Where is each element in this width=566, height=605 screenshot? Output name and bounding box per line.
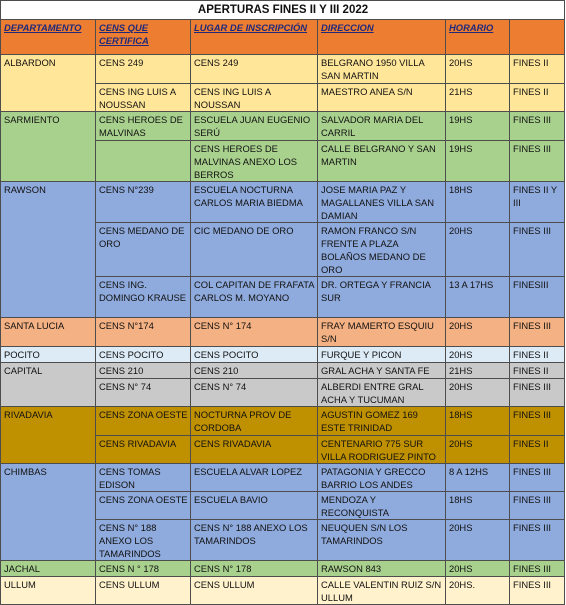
cens-cell: CENS ING LUIS A NOUSSAN [96,84,191,112]
department-cell: JACHAL [1,561,96,577]
fines-cell: FINES II Y III [510,182,565,223]
direccion-cell: MENDOZA Y RECONQUISTA [318,492,446,520]
cens-cell: CENS POCITO [96,347,191,363]
fines-cell: FINESIII [510,277,565,318]
department-cell: SANTA LUCIA [1,318,96,347]
lugar-cell: CENS 249 [191,55,318,84]
lugar-cell: ESCUELA ALVAR LOPEZ [191,464,318,492]
cens-cell: CENS N° 74 [96,379,191,407]
lugar-cell: CENS HEROES DE MALVINAS ANEXO LOS BERROS [191,141,318,182]
fines-cell: FINES II [510,55,565,84]
lugar-cell: CENS 210 [191,363,318,379]
cens-cell: CENS HEROES DE MALVINAS [96,112,191,141]
header-cens: CENS QUE CERTIFICA [96,20,191,55]
table-row [1,55,565,84]
header-direccion: DIRECCION [318,20,446,55]
cens-cell: CENS TOMAS EDISON [96,464,191,492]
horario-cell: 8 A 12HS [446,464,510,492]
horario-cell: 20HS [446,223,510,277]
header-horario: HORARIO [446,20,510,55]
direccion-cell: FURQUE Y PICON [318,347,446,363]
direccion-cell: GRAL ACHA Y SANTA FE [318,363,446,379]
direccion-cell: PATAGONIA Y GRECCO BARRIO LOS ANDES [318,464,446,492]
fines-cell: FINES III [510,561,565,577]
department-cell: ALBARDON [1,55,96,112]
cens-cell: CENS ZONA OESTE [96,492,191,520]
department-cell: SARMIENTO [1,112,96,182]
fines-cell: FINES II [510,84,565,112]
table-row [1,464,565,492]
header-row [1,20,565,55]
lugar-cell: CENS ING LUIS A NOUSSAN [191,84,318,112]
table-row [1,112,565,141]
horario-cell: 20HS. [446,577,510,605]
department-cell: ULLUM [1,577,96,605]
table-row [1,577,565,605]
fines-cell: FINES II [510,347,565,363]
fines-cell: FINES III [510,577,565,605]
cens-cell: CENS N°239 [96,182,191,223]
lugar-cell: CENS N° 74 [191,379,318,407]
table-row [1,407,565,436]
table-title: APERTURAS FINES II Y III 2022 [1,1,565,20]
fines-cell: FINES III [510,141,565,182]
horario-cell: 20HS [446,379,510,407]
department-cell: POCITO [1,347,96,363]
lugar-cell: CENS N° 174 [191,318,318,347]
lugar-cell: CENS N° 188 ANEXO LOS TAMARINDOS [191,520,318,561]
fines-cell: FINES III [510,520,565,561]
title-row [1,1,565,20]
table-row [1,347,565,363]
direccion-cell: NEUQUEN S/N LOS TAMARINDOS [318,520,446,561]
direccion-cell: MAESTRO ANEA S/N [318,84,446,112]
fines-cell: FINES III [510,112,565,141]
cens-cell: CENS ULLUM [96,577,191,605]
fines-cell: FINES III [510,464,565,492]
department-cell: RIVADAVIA [1,407,96,464]
header-lugar: LUGAR DE INSCRIPCIÓN [191,20,318,55]
header-departamento: DEPARTAMENTO [1,20,96,55]
department-cell: RAWSON [1,182,96,318]
lugar-cell: COL CAPITAN DE FRAFATA CARLOS M. MOYANO [191,277,318,318]
table-row [1,561,565,577]
horario-cell: 20HS [446,520,510,561]
fines-cell: FINES II [510,363,565,379]
table-row [1,182,565,223]
fines-cell: FINES II [510,436,565,464]
direccion-cell: FRAY MAMERTO ESQUIU S/N [318,318,446,347]
horario-cell: 13 A 17HS [446,277,510,318]
horario-cell: 21HS [446,363,510,379]
fines-cell: FINES III [510,223,565,277]
lugar-cell: CENS POCITO [191,347,318,363]
direccion-cell: JOSE MARIA PAZ Y MAGALLANES VILLA SAN DAMIAN [318,182,446,223]
horario-cell: 20HS [446,55,510,84]
lugar-cell: CENS RIVADAVIA [191,436,318,464]
horario-cell: 20HS [446,347,510,363]
horario-cell: 20HS [446,561,510,577]
lugar-cell: CIC MEDANO DE ORO [191,223,318,277]
direccion-cell: CENTENARIO 775 SUR VILLA RODRIGUEZ PINTO [318,436,446,464]
lugar-cell: NOCTURNA PROV DE CORDOBA [191,407,318,436]
lugar-cell: ESCUELA BAVIO [191,492,318,520]
direccion-cell: RAWSON 843 [318,561,446,577]
fines-cell: FINES III [510,318,565,347]
direccion-cell: RAMON FRANCO S/N FRENTE A PLAZA BOLAÑOS MEDANO DE ORO [318,223,446,277]
header-fines [510,20,565,55]
cens-cell: CENS 210 [96,363,191,379]
lugar-cell: CENS ULLUM [191,577,318,605]
direccion-cell: CALLE VALENTIN RUIZ S/N ULLUM [318,577,446,605]
direccion-cell: SALVADOR MARIA DEL CARRIL [318,112,446,141]
department-cell: CHIMBAS [1,464,96,561]
direccion-cell: DR. ORTEGA Y FRANCIA SUR [318,277,446,318]
lugar-cell: ESCUELA JUAN EUGENIO SERÚ [191,112,318,141]
fines-cell: FINES III [510,379,565,407]
horario-cell: 19HS [446,141,510,182]
cens-cell: CENS N°174 [96,318,191,347]
horario-cell: 21HS [446,84,510,112]
direccion-cell: BELGRANO 1950 VILLA SAN MARTIN [318,55,446,84]
lugar-cell: CENS N° 178 [191,561,318,577]
horario-cell: 20HS [446,436,510,464]
cens-cell: CENS MEDANO DE ORO [96,223,191,277]
cens-cell: CENS N° 188 ANEXO LOS TAMARINDOS [96,520,191,561]
horario-cell: 18HS [446,492,510,520]
fines-cell: FINES III [510,407,565,436]
cens-cell: CENS RIVADAVIA [96,436,191,464]
lugar-cell: ESCUELA NOCTURNA CARLOS MARIA BIEDMA [191,182,318,223]
cens-cell: CENS ING. DOMINGO KRAUSE [96,277,191,318]
department-cell: CAPITAL [1,363,96,407]
direccion-cell: CALLE BELGRANO Y SAN MARTIN [318,141,446,182]
table-row [1,318,565,347]
cens-cell: CENS N ° 178 [96,561,191,577]
table-row [1,363,565,379]
direccion-cell: AGUSTIN GOMEZ 169 ESTE TRINIDAD [318,407,446,436]
cens-cell [96,141,191,182]
fines-cell: FINES III [510,492,565,520]
cens-cell: CENS 249 [96,55,191,84]
direccion-cell: ALBERDI ENTRE GRAL ACHA Y TUCUMAN [318,379,446,407]
horario-cell: 18HS [446,407,510,436]
horario-cell: 20HS [446,318,510,347]
horario-cell: 18HS [446,182,510,223]
cens-cell: CENS ZONA OESTE [96,407,191,436]
horario-cell: 19HS [446,112,510,141]
